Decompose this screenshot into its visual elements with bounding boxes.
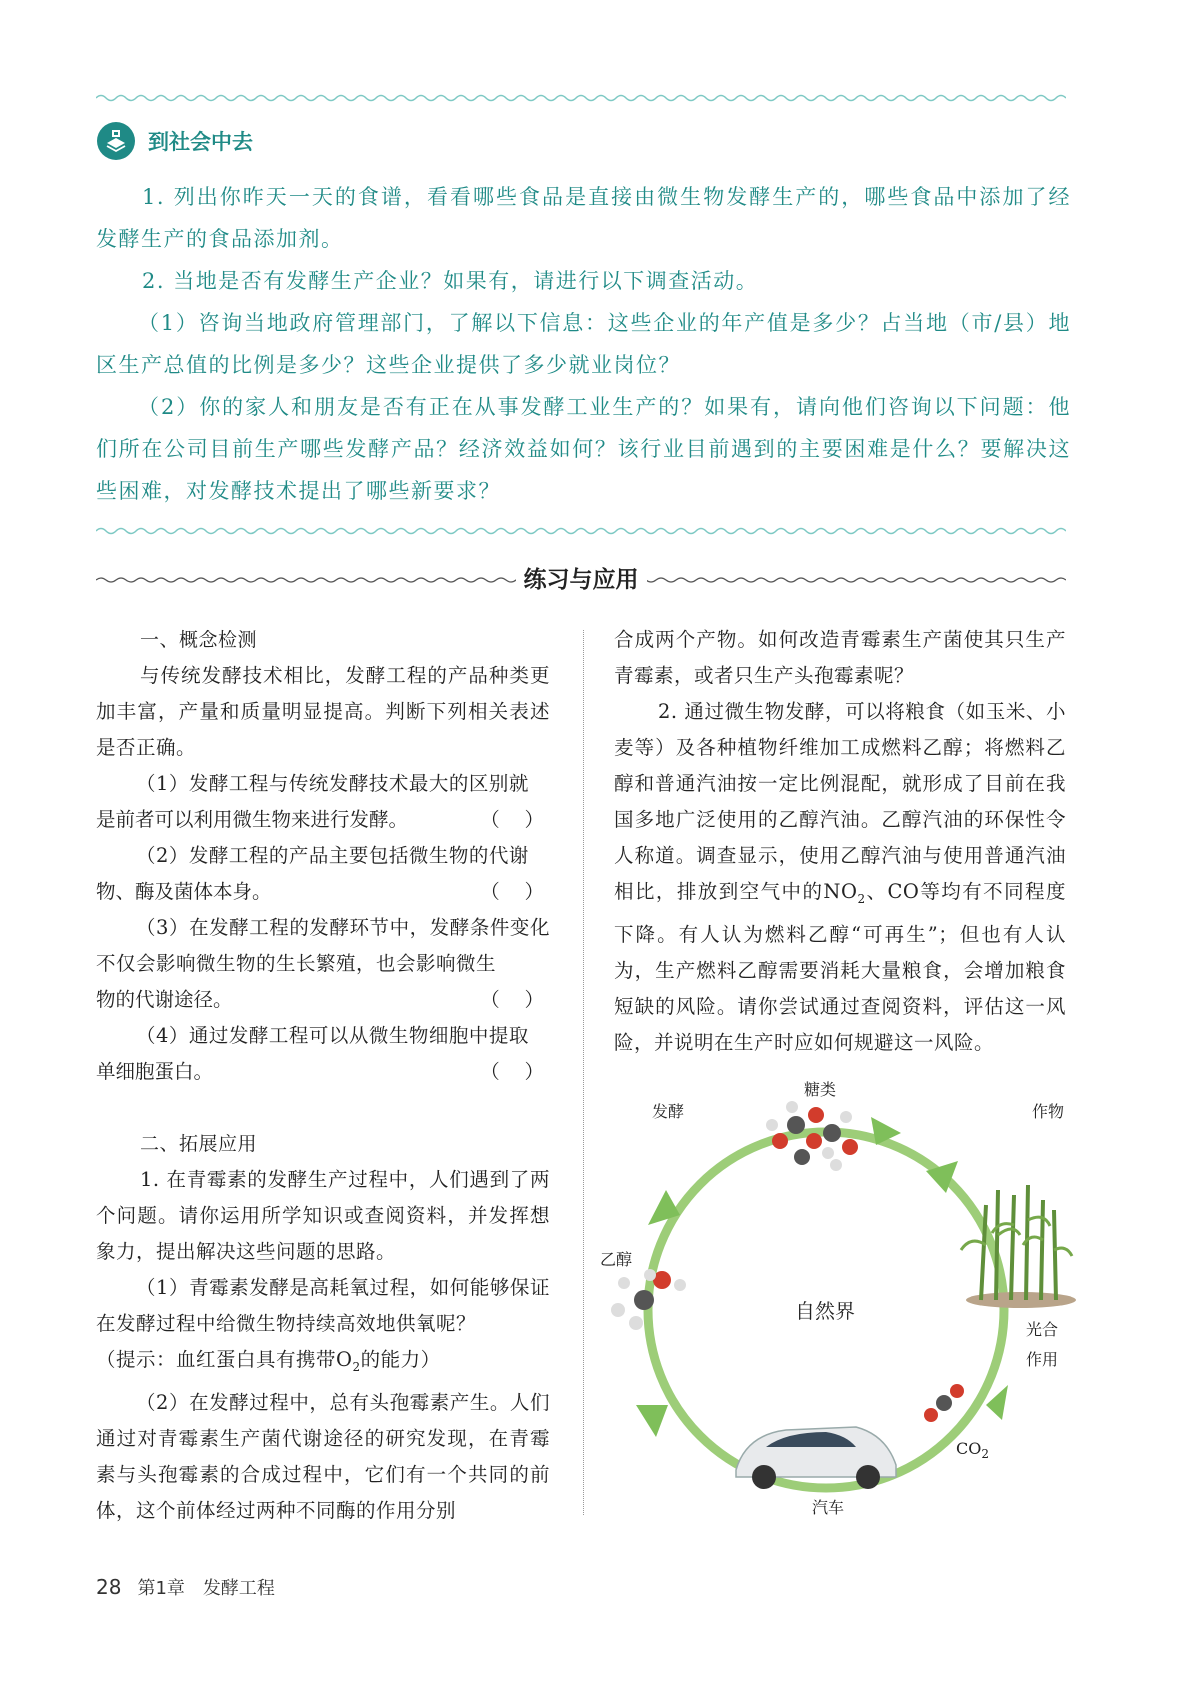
practice-header — [96, 562, 1066, 598]
page-number: 28 — [96, 1575, 122, 1599]
car-icon — [736, 1427, 896, 1489]
answer-blank-2[interactable]: （ ） — [480, 880, 544, 903]
concept-item-4-a: （4）通过发酵工程可以从微生物细胞中提取 — [136, 1024, 529, 1047]
answer-blank-4[interactable]: （ ） — [480, 1060, 544, 1083]
page-footer — [96, 1574, 275, 1600]
label-photosynthesis-1: 光合 — [1026, 1320, 1059, 1339]
concept-item-2-b: 物、酶及菌体本身。 — [96, 880, 272, 903]
society-paragraph-2: 2. 当地是否有发酵生产企业？如果有，请进行以下调查活动。 — [142, 269, 759, 293]
society-title: 到社会中去 — [148, 130, 253, 154]
society-header — [96, 118, 1071, 164]
left-column — [96, 622, 550, 1529]
chapter-title: 第1章 发酵工程 — [137, 1578, 275, 1599]
extend-heading: 二、拓展应用 — [140, 1133, 258, 1155]
label-ferment: 发酵 — [652, 1102, 685, 1121]
practice-title — [96, 562, 1066, 598]
concept-item-2-a: （2）发酵工程的产品主要包括微生物的代谢 — [136, 844, 529, 867]
arrow-ethanol — [636, 1405, 668, 1437]
concept-item-3-a: （3）在发酵工程的发酵环节中，发酵条件变化不仅会影响微生物的生长繁殖，也会影响微生 — [96, 916, 550, 975]
concept-item-4-answer-line — [96, 1054, 550, 1090]
answer-blank-3[interactable]: （ ） — [480, 988, 544, 1011]
extend-question-1: 1. 在青霉素的发酵生产过程中，人们遇到了两个问题。请你运用所学知识或查阅资料，并发挥想象力，提出解决这些问题的思路。 — [96, 1168, 550, 1263]
column-divider — [583, 630, 584, 1515]
label-nature: 自然界 — [795, 1299, 855, 1323]
concept-item-2-answer-line — [96, 874, 550, 910]
right-column — [614, 622, 1066, 1061]
hint-pre: （提示：血红蛋白具有携带O — [96, 1348, 353, 1371]
extend-question-1-2-continued: 合成两个产物。如何改造青霉素生产菌使其只生产青霉素，或者只生产头孢霉素呢？ — [614, 628, 1066, 687]
co2-sub: 2 — [981, 1447, 989, 1462]
extend-question-2 — [614, 694, 1066, 1061]
q2-post: 、CO等均有不同程度下降。有人认为燃料乙醇“可再生”；但也有人认为，生产燃料乙醇需要消耗大量粮食，会增加粮食短缺的风险。请你尝试通过查阅资料，评估这一风险，并说明在生产时应如何规避这一风险。 — [614, 880, 1066, 1054]
practice-title-text: 练习与应用 — [516, 567, 647, 593]
top-wave-divider — [96, 92, 1066, 104]
label-crop: 作物 — [1032, 1102, 1065, 1121]
bottom-wave-divider — [96, 525, 1066, 537]
crop-plants-icon — [961, 1185, 1076, 1308]
concept-item-3-answer-line — [96, 982, 550, 1018]
concept-item-1-b: 是前者可以利用微生物来进行发酵。 — [96, 808, 409, 831]
concept-item-1-a: （1）发酵工程与传统发酵技术最大的区别就 — [136, 772, 529, 795]
society-section — [96, 118, 1071, 512]
concept-item-3-b: 物的代谢途径。 — [96, 988, 233, 1011]
building-badge-icon — [96, 121, 136, 161]
concept-heading: 一、概念检测 — [140, 629, 258, 651]
concept-intro: 与传统发酵技术相比，发酵工程的产品种类更加丰富，产量和质量明显提高。判断下列相关表述是否正确。 — [96, 664, 550, 759]
ethanol-cycle-diagram — [596, 1075, 1076, 1525]
extend-hint — [96, 1342, 550, 1385]
answer-blank-1[interactable]: （ ） — [480, 808, 544, 831]
concept-item-4-b: 单细胞蛋白。 — [96, 1060, 214, 1083]
q2-pre: 2. 通过微生物发酵，可以将粮食（如玉米、小麦等）及各种植物纤维加工成燃料乙醇；将燃料乙醇和普通汽油按一定比例混配，就形成了目前在我国多地广泛使用的乙醇汽油。乙醇汽油的环保性令人称道。调查显示，使用乙醇汽油与使用普通汽油相比，排放到空气中的NO — [614, 700, 1066, 903]
label-sugar: 糖类 — [804, 1080, 837, 1099]
society-paragraph-3: （1）咨询当地政府管理部门，了解以下信息：这些企业的年产值是多少？占当地（市/县）地区生产总值的比例是多少？这些企业提供了多少就业岗位？ — [96, 311, 1071, 377]
label-co2 — [956, 1439, 989, 1461]
extend-question-1-2: （2）在发酵过程中，总有头孢霉素产生。人们通过对青霉素生产菌代谢途径的研究发现，在青霉素与头孢霉素的合成过程中，它们有一个共同的前体，这个前体经过两种不同酶的作用分别 — [96, 1390, 550, 1522]
concept-item-1-answer-line — [96, 802, 550, 838]
society-paragraph-1: 1. 列出你昨天一天的食谱，看看哪些食品是直接由微生物发酵生产的，哪些食品中添加了经发酵生产的食品添加剂。 — [96, 185, 1071, 251]
label-car: 汽车 — [812, 1498, 845, 1517]
q2-sub: 2 — [857, 891, 866, 906]
label-photosynthesis-2: 作用 — [1026, 1350, 1059, 1369]
hint-post: 的能力） — [360, 1348, 441, 1371]
hint-sub: 2 — [352, 1359, 361, 1374]
extend-question-1-1: （1）青霉素发酵是高耗氧过程，如何能够保证在发酵过程中给微生物持续高效地供氧呢？ — [96, 1276, 550, 1335]
society-paragraph-4: （2）你的家人和朋友是否有正在从事发酵工业生产的？如果有，请向他们咨询以下问题：他们所在公司目前生产哪些发酵产品？经济效益如何？该行业目前遇到的主要困难是什么？要解决这些困难，对发酵技术提出了哪些新要求？ — [96, 395, 1071, 503]
co2-molecule-icon — [924, 1384, 964, 1422]
co2-pre: CO — [956, 1439, 982, 1458]
label-ethanol: 乙醇 — [600, 1250, 633, 1269]
